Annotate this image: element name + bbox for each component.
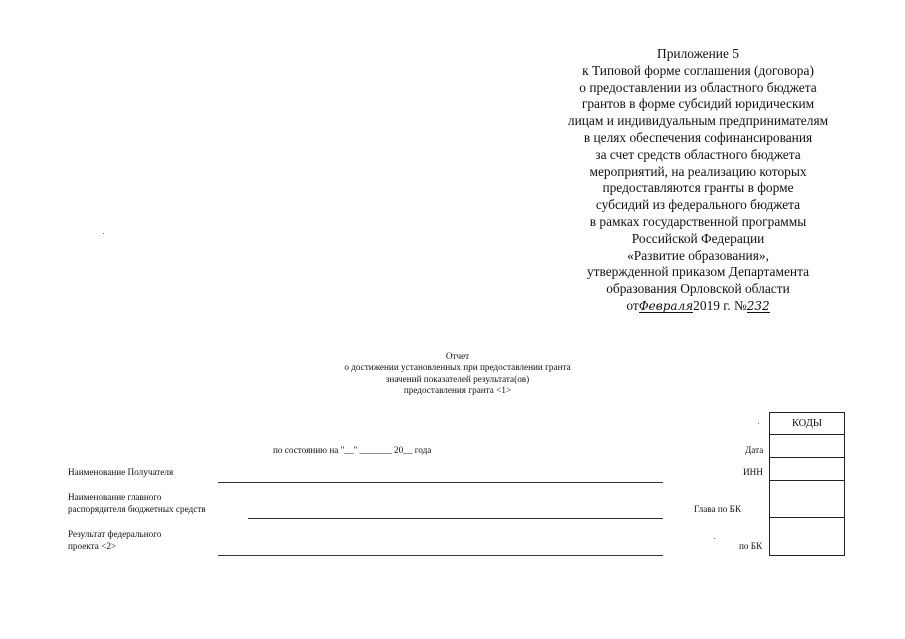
date-prefix: от	[626, 297, 639, 313]
appendix-line: в целях обеспечения софинансирования	[583, 129, 813, 145]
scan-speck	[103, 233, 104, 234]
scan-speck	[714, 538, 715, 539]
appendix-line: лицам и индивидуальным предпринимателям	[567, 113, 829, 129]
codes-cell-date	[770, 435, 845, 458]
appendix-line: Российской Федерации	[631, 230, 765, 246]
codes-table	[769, 412, 845, 556]
manager-fill-line	[248, 518, 663, 519]
recipient-fill-line	[218, 482, 663, 483]
appendix-line: за счет средств областного бюджета	[595, 146, 801, 162]
manager-label-line1: Наименование главного	[68, 492, 162, 502]
scan-speck	[758, 423, 759, 424]
handwritten-date: Февраля	[638, 298, 694, 313]
appendix-line: о предоставлении из областного бюджета	[579, 79, 817, 95]
report-title-block	[290, 351, 625, 397]
project-label-line1: Результат федерального	[68, 529, 162, 539]
recipient-label: Наименование Получателя	[68, 467, 174, 477]
codes-label-inn: ИНН	[743, 467, 763, 477]
manager-label-line2: распорядителя бюджетных средств	[68, 504, 206, 514]
appendix-line: Приложение 5	[657, 46, 739, 61]
appendix-line: грантов в форме субсидий юридическим	[581, 96, 815, 112]
codes-label-date: Дата	[745, 445, 764, 455]
codes-label-chapter: Глава по БК	[694, 504, 742, 514]
codes-header: КОДЫ	[770, 413, 845, 435]
report-subtitle-line: о достижении установленных при предоставлении гранта	[344, 362, 571, 373]
codes-label-bk: по БК	[739, 541, 763, 551]
codes-cell-chapter	[770, 481, 845, 518]
report-subtitle-line: значений показателей результата(ов)	[385, 373, 530, 384]
codes-cell-bk	[770, 518, 845, 556]
appendix-line: предоставляются гранты в форме	[602, 180, 794, 196]
project-label-line2: проекта <2>	[68, 541, 117, 551]
date-year: 2019 г. №	[693, 297, 747, 313]
appendix-line: утвержденной приказом Департамента	[586, 264, 810, 280]
appendix-line: «Развитие образования»,	[627, 247, 769, 263]
appendix-line: к Типовой форме соглашения (договора)	[582, 62, 814, 78]
appendix-line: мероприятий, на реализацию которых	[589, 163, 807, 179]
as-of-date: по состоянию на "__" _______ 20__ года	[273, 445, 432, 455]
appendix-line: образования Орловской области	[606, 281, 790, 297]
appendix-line: в рамках государственной программы	[589, 213, 807, 229]
project-fill-line	[218, 555, 663, 556]
order-date-line	[548, 298, 848, 315]
report-subtitle-line: предоставления гранта <1>	[403, 385, 512, 396]
handwritten-number: 232	[746, 298, 770, 313]
appendix-header	[548, 46, 848, 315]
codes-cell-inn	[770, 458, 845, 481]
appendix-line: субсидий из федерального бюджета	[595, 197, 801, 213]
report-title: Отчет	[445, 351, 470, 361]
